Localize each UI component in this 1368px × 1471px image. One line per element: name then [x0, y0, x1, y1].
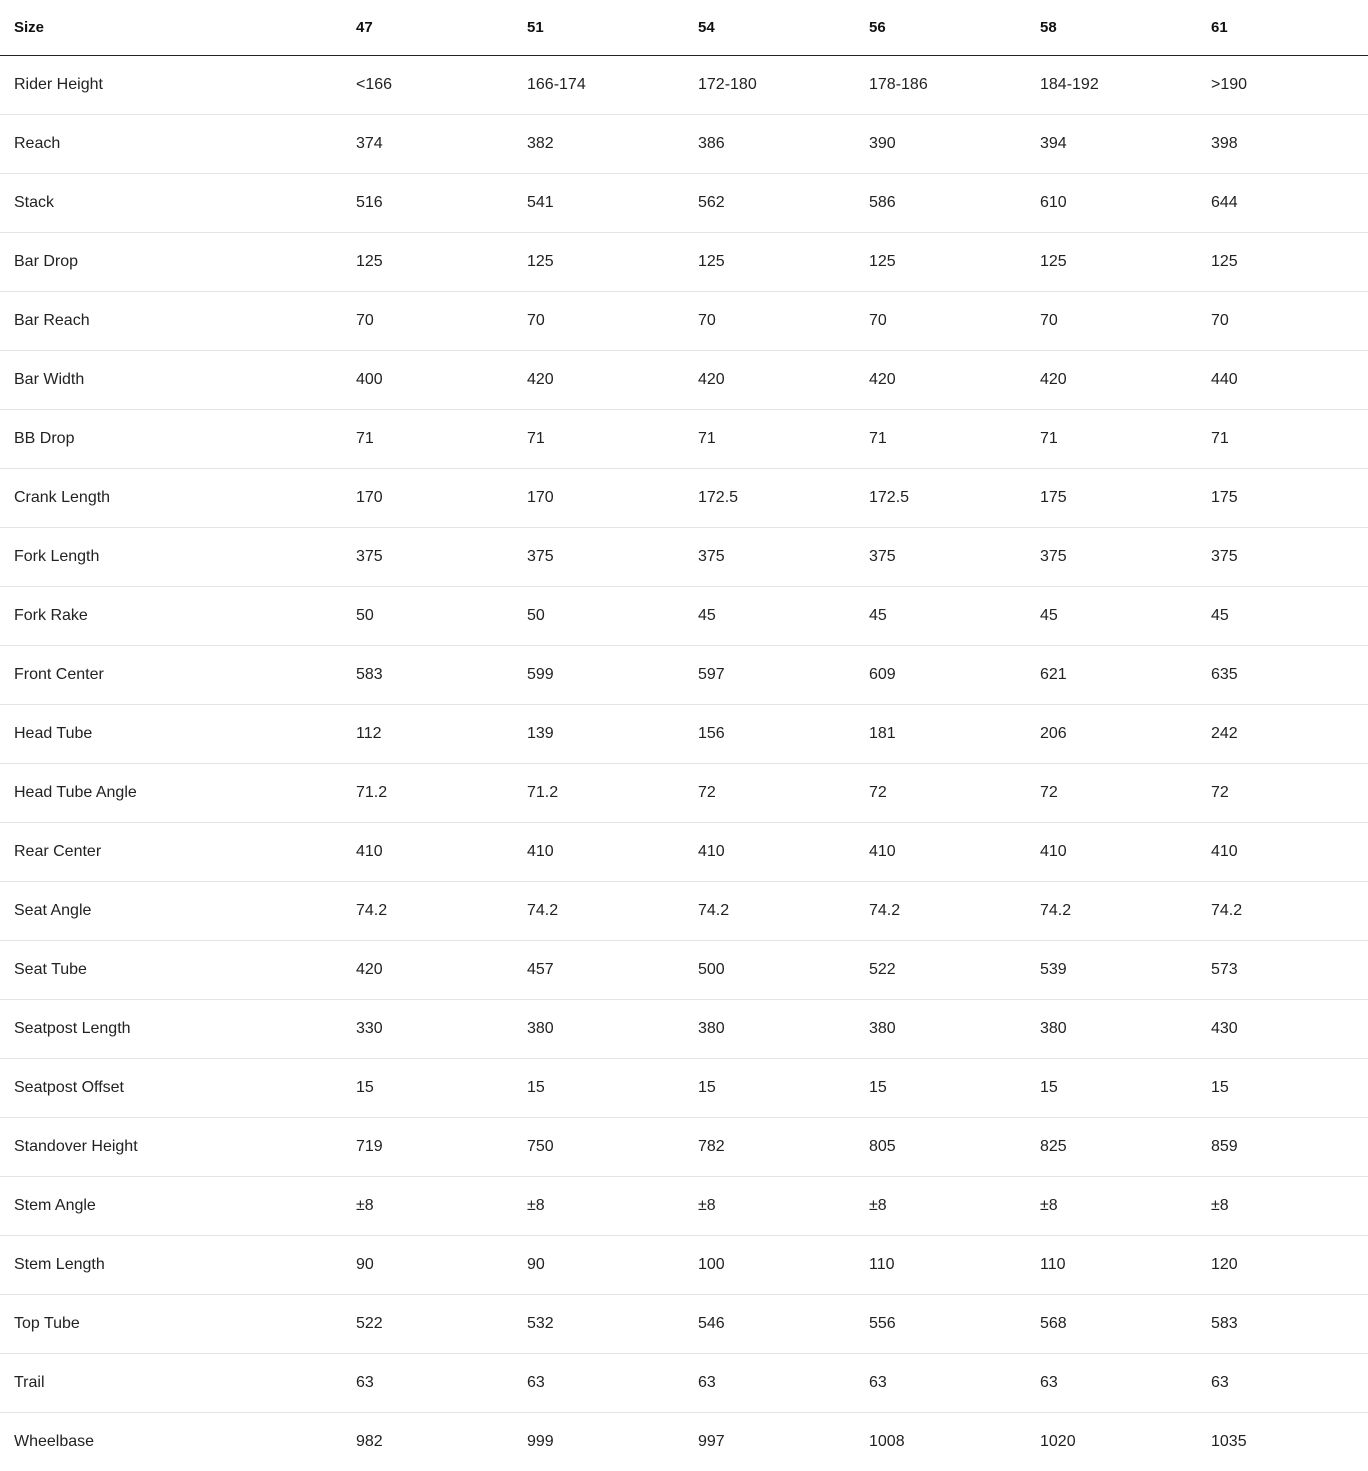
table-row	[0, 587, 1368, 646]
row-label: Trail	[0, 1354, 342, 1413]
row-value: 400	[342, 351, 513, 410]
row-value: 70	[342, 292, 513, 351]
table-row	[0, 941, 1368, 1000]
row-value: 125	[513, 233, 684, 292]
row-value: 380	[855, 1000, 1026, 1059]
row-value: 330	[342, 1000, 513, 1059]
row-value: 541	[513, 174, 684, 233]
row-value: 375	[342, 528, 513, 587]
row-value: 375	[684, 528, 855, 587]
row-value: 112	[342, 705, 513, 764]
row-value: 63	[855, 1354, 1026, 1413]
row-value: ±8	[855, 1177, 1026, 1236]
row-value: 74.2	[855, 882, 1026, 941]
header-size-51: 51	[513, 0, 684, 56]
row-value: 375	[513, 528, 684, 587]
table-row	[0, 351, 1368, 410]
row-value: 74.2	[684, 882, 855, 941]
row-value: 170	[342, 469, 513, 528]
row-value: 63	[342, 1354, 513, 1413]
row-value: 997	[684, 1413, 855, 1471]
header-size-58: 58	[1026, 0, 1197, 56]
row-value: 583	[342, 646, 513, 705]
row-value: 74.2	[513, 882, 684, 941]
row-value: 597	[684, 646, 855, 705]
row-value: 71	[1026, 410, 1197, 469]
row-value: 45	[1197, 587, 1368, 646]
row-value: 45	[855, 587, 1026, 646]
row-value: 546	[684, 1295, 855, 1354]
row-value: 125	[1026, 233, 1197, 292]
row-value: 635	[1197, 646, 1368, 705]
row-label: Top Tube	[0, 1295, 342, 1354]
row-value: 15	[684, 1059, 855, 1118]
row-value: 156	[684, 705, 855, 764]
row-value: 750	[513, 1118, 684, 1177]
row-value: 15	[342, 1059, 513, 1118]
row-value: 100	[684, 1236, 855, 1295]
row-label: Fork Length	[0, 528, 342, 587]
row-value: 172.5	[684, 469, 855, 528]
row-value: 410	[1026, 823, 1197, 882]
row-value: 583	[1197, 1295, 1368, 1354]
header-size-61: 61	[1197, 0, 1368, 56]
row-value: ±8	[1197, 1177, 1368, 1236]
row-value: 532	[513, 1295, 684, 1354]
row-value: 72	[855, 764, 1026, 823]
row-label: Reach	[0, 115, 342, 174]
row-value: 1008	[855, 1413, 1026, 1471]
table-body	[0, 56, 1368, 1471]
row-value: 110	[1026, 1236, 1197, 1295]
row-value: 390	[855, 115, 1026, 174]
row-value: 71	[513, 410, 684, 469]
row-value: 375	[1026, 528, 1197, 587]
row-value: 71	[684, 410, 855, 469]
row-value: 242	[1197, 705, 1368, 764]
row-value: 420	[684, 351, 855, 410]
row-value: 63	[1026, 1354, 1197, 1413]
table-row	[0, 1354, 1368, 1413]
row-value: 999	[513, 1413, 684, 1471]
row-label: Head Tube Angle	[0, 764, 342, 823]
row-value: 206	[1026, 705, 1197, 764]
row-value: 125	[1197, 233, 1368, 292]
row-value: 63	[1197, 1354, 1368, 1413]
table-row	[0, 1236, 1368, 1295]
row-label: Stem Angle	[0, 1177, 342, 1236]
row-value: 175	[1197, 469, 1368, 528]
row-value: 74.2	[342, 882, 513, 941]
row-label: Seatpost Offset	[0, 1059, 342, 1118]
row-value: 15	[1197, 1059, 1368, 1118]
header-size-56: 56	[855, 0, 1026, 56]
row-value: 859	[1197, 1118, 1368, 1177]
header-size-54: 54	[684, 0, 855, 56]
row-value: 50	[342, 587, 513, 646]
header-size-47: 47	[342, 0, 513, 56]
row-value: 74.2	[1026, 882, 1197, 941]
row-value: 63	[513, 1354, 684, 1413]
row-value: 1020	[1026, 1413, 1197, 1471]
table-row	[0, 1177, 1368, 1236]
row-value: 719	[342, 1118, 513, 1177]
row-value: ±8	[342, 1177, 513, 1236]
row-value: 420	[855, 351, 1026, 410]
table-row	[0, 1000, 1368, 1059]
row-value: 420	[1026, 351, 1197, 410]
row-value: 644	[1197, 174, 1368, 233]
row-label: BB Drop	[0, 410, 342, 469]
row-value: 45	[684, 587, 855, 646]
row-value: 70	[855, 292, 1026, 351]
row-value: 63	[684, 1354, 855, 1413]
row-label: Front Center	[0, 646, 342, 705]
row-value: 74.2	[1197, 882, 1368, 941]
row-value: 825	[1026, 1118, 1197, 1177]
row-value: 72	[684, 764, 855, 823]
row-value: 45	[1026, 587, 1197, 646]
row-value: ±8	[684, 1177, 855, 1236]
row-label: Bar Width	[0, 351, 342, 410]
row-label: Seat Angle	[0, 882, 342, 941]
row-label: Wheelbase	[0, 1413, 342, 1471]
row-value: 72	[1197, 764, 1368, 823]
row-value: 50	[513, 587, 684, 646]
table-row	[0, 469, 1368, 528]
row-value: 568	[1026, 1295, 1197, 1354]
row-value: 410	[513, 823, 684, 882]
table-row	[0, 292, 1368, 351]
row-label: Fork Rake	[0, 587, 342, 646]
row-value: 15	[513, 1059, 684, 1118]
row-label: Standover Height	[0, 1118, 342, 1177]
table-row	[0, 115, 1368, 174]
row-value: 90	[513, 1236, 684, 1295]
row-value: 1035	[1197, 1413, 1368, 1471]
row-value: 522	[342, 1295, 513, 1354]
row-value: 70	[1026, 292, 1197, 351]
row-value: 70	[684, 292, 855, 351]
row-value: 380	[684, 1000, 855, 1059]
row-value: 394	[1026, 115, 1197, 174]
row-label: Bar Drop	[0, 233, 342, 292]
row-value: 70	[513, 292, 684, 351]
table-row	[0, 1118, 1368, 1177]
row-value: 375	[1197, 528, 1368, 587]
row-value: 181	[855, 705, 1026, 764]
row-value: 125	[342, 233, 513, 292]
row-value: 398	[1197, 115, 1368, 174]
row-value: 71	[1197, 410, 1368, 469]
row-value: 71	[342, 410, 513, 469]
header-row	[0, 0, 1368, 56]
row-value: 375	[855, 528, 1026, 587]
table-row	[0, 705, 1368, 764]
table-header	[0, 0, 1368, 56]
row-value: 382	[513, 115, 684, 174]
row-label: Crank Length	[0, 469, 342, 528]
row-value: 457	[513, 941, 684, 1000]
row-value: 70	[1197, 292, 1368, 351]
table-row	[0, 56, 1368, 115]
row-label: Seat Tube	[0, 941, 342, 1000]
row-value: 386	[684, 115, 855, 174]
row-value: 782	[684, 1118, 855, 1177]
row-value: 440	[1197, 351, 1368, 410]
row-value: 420	[342, 941, 513, 1000]
row-value: 71.2	[342, 764, 513, 823]
row-value: 175	[1026, 469, 1197, 528]
table-row	[0, 174, 1368, 233]
row-value: 410	[684, 823, 855, 882]
row-value: 556	[855, 1295, 1026, 1354]
row-value: 15	[1026, 1059, 1197, 1118]
row-value: 621	[1026, 646, 1197, 705]
row-value: 125	[855, 233, 1026, 292]
row-label: Head Tube	[0, 705, 342, 764]
row-value: <166	[342, 56, 513, 115]
row-label: Bar Reach	[0, 292, 342, 351]
row-value: 184-192	[1026, 56, 1197, 115]
row-value: 410	[342, 823, 513, 882]
row-value: 72	[1026, 764, 1197, 823]
row-value: 170	[513, 469, 684, 528]
row-value: 166-174	[513, 56, 684, 115]
row-value: 516	[342, 174, 513, 233]
row-value: 562	[684, 174, 855, 233]
row-value: ±8	[513, 1177, 684, 1236]
row-value: 374	[342, 115, 513, 174]
table-row	[0, 1295, 1368, 1354]
row-value: 599	[513, 646, 684, 705]
row-value: 539	[1026, 941, 1197, 1000]
table-row	[0, 233, 1368, 292]
row-value: 71	[855, 410, 1026, 469]
row-value: 71.2	[513, 764, 684, 823]
row-value: 172.5	[855, 469, 1026, 528]
table-row	[0, 882, 1368, 941]
row-value: 586	[855, 174, 1026, 233]
row-value: 380	[513, 1000, 684, 1059]
row-label: Seatpost Length	[0, 1000, 342, 1059]
row-value: 522	[855, 941, 1026, 1000]
row-label: Stack	[0, 174, 342, 233]
row-value: 410	[855, 823, 1026, 882]
table-row	[0, 646, 1368, 705]
row-value: ±8	[1026, 1177, 1197, 1236]
header-size-label: Size	[0, 0, 342, 56]
row-value: 110	[855, 1236, 1026, 1295]
row-label: Rear Center	[0, 823, 342, 882]
row-value: 982	[342, 1413, 513, 1471]
row-value: 500	[684, 941, 855, 1000]
row-value: 573	[1197, 941, 1368, 1000]
table-row	[0, 1413, 1368, 1471]
row-value: 410	[1197, 823, 1368, 882]
row-value: 805	[855, 1118, 1026, 1177]
table-row	[0, 528, 1368, 587]
row-value: 430	[1197, 1000, 1368, 1059]
row-value: 172-180	[684, 56, 855, 115]
table-row	[0, 823, 1368, 882]
table-row	[0, 1059, 1368, 1118]
row-value: >190	[1197, 56, 1368, 115]
row-value: 125	[684, 233, 855, 292]
row-value: 609	[855, 646, 1026, 705]
row-label: Stem Length	[0, 1236, 342, 1295]
row-value: 380	[1026, 1000, 1197, 1059]
row-value: 610	[1026, 174, 1197, 233]
table-row	[0, 764, 1368, 823]
row-value: 120	[1197, 1236, 1368, 1295]
table-row	[0, 410, 1368, 469]
row-value: 15	[855, 1059, 1026, 1118]
row-value: 139	[513, 705, 684, 764]
row-value: 90	[342, 1236, 513, 1295]
row-value: 420	[513, 351, 684, 410]
row-label: Rider Height	[0, 56, 342, 115]
row-value: 178-186	[855, 56, 1026, 115]
